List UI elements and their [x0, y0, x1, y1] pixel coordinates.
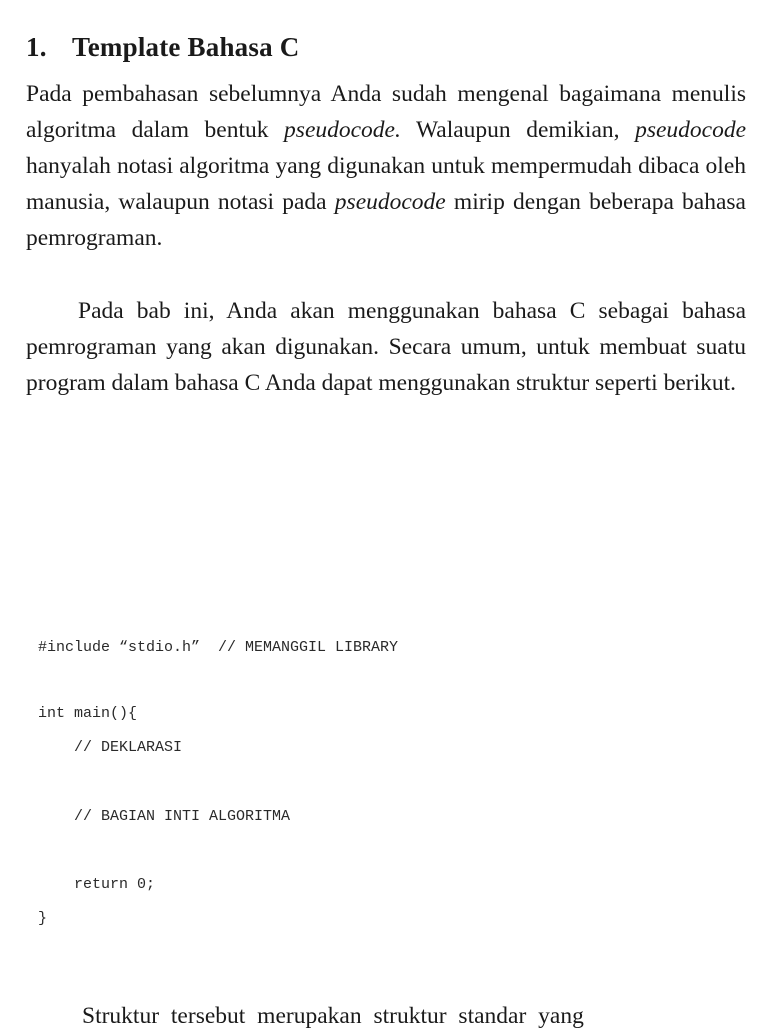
paragraph-struktur: Struktur tersebut merupakan struktur standar yang: [82, 1003, 584, 1029]
code-line-include: #include “stdio.h” // MEMANGGIL LIBRARY: [38, 639, 399, 656]
section-heading: [26, 30, 299, 64]
code-line-return: return 0;: [38, 876, 156, 893]
section-number: 1.: [26, 32, 47, 62]
paragraph-intro-italic-3: pseudocode: [334, 189, 446, 215]
paragraph-intro-text-2: Walaupun demikian,: [400, 117, 636, 143]
code-line-close-brace: }: [38, 910, 48, 927]
paragraph-intro-italic-2: pseudocode: [635, 117, 746, 143]
code-line-deklarasi: // DEKLARASI: [38, 739, 183, 756]
paragraph-intro-italic-1: pseudocode.: [284, 117, 401, 143]
paragraph-intro-text-4: mirip dengan beberapa bahasa pemrograman.: [26, 189, 746, 251]
code-line-inti: // BAGIAN INTI ALGORITMA: [38, 808, 291, 825]
section-title: Template Bahasa C: [72, 32, 300, 62]
paragraph-intro-text-1: Pada pembahasan sebelumnya Anda sudah mengenal bagaimana menulis algoritma dalam bentuk: [26, 81, 746, 143]
paragraph-bahasa-c: Pada bab ini, Anda akan menggunakan bahasa C sebagai bahasa pemrograman yang akan digunakan. Secara umum, untuk membuat suatu program dalam bahasa C Anda dapat menggunakan struktur seperti berikut.: [26, 298, 746, 396]
paragraph-intro-text-3: hanyalah notasi algoritma yang digunakan untuk mempermudah dibaca oleh manusia, walaupun notasi pada: [26, 153, 746, 215]
paragraph-intro: [26, 76, 746, 256]
code-line-main: int main(){: [38, 705, 138, 722]
